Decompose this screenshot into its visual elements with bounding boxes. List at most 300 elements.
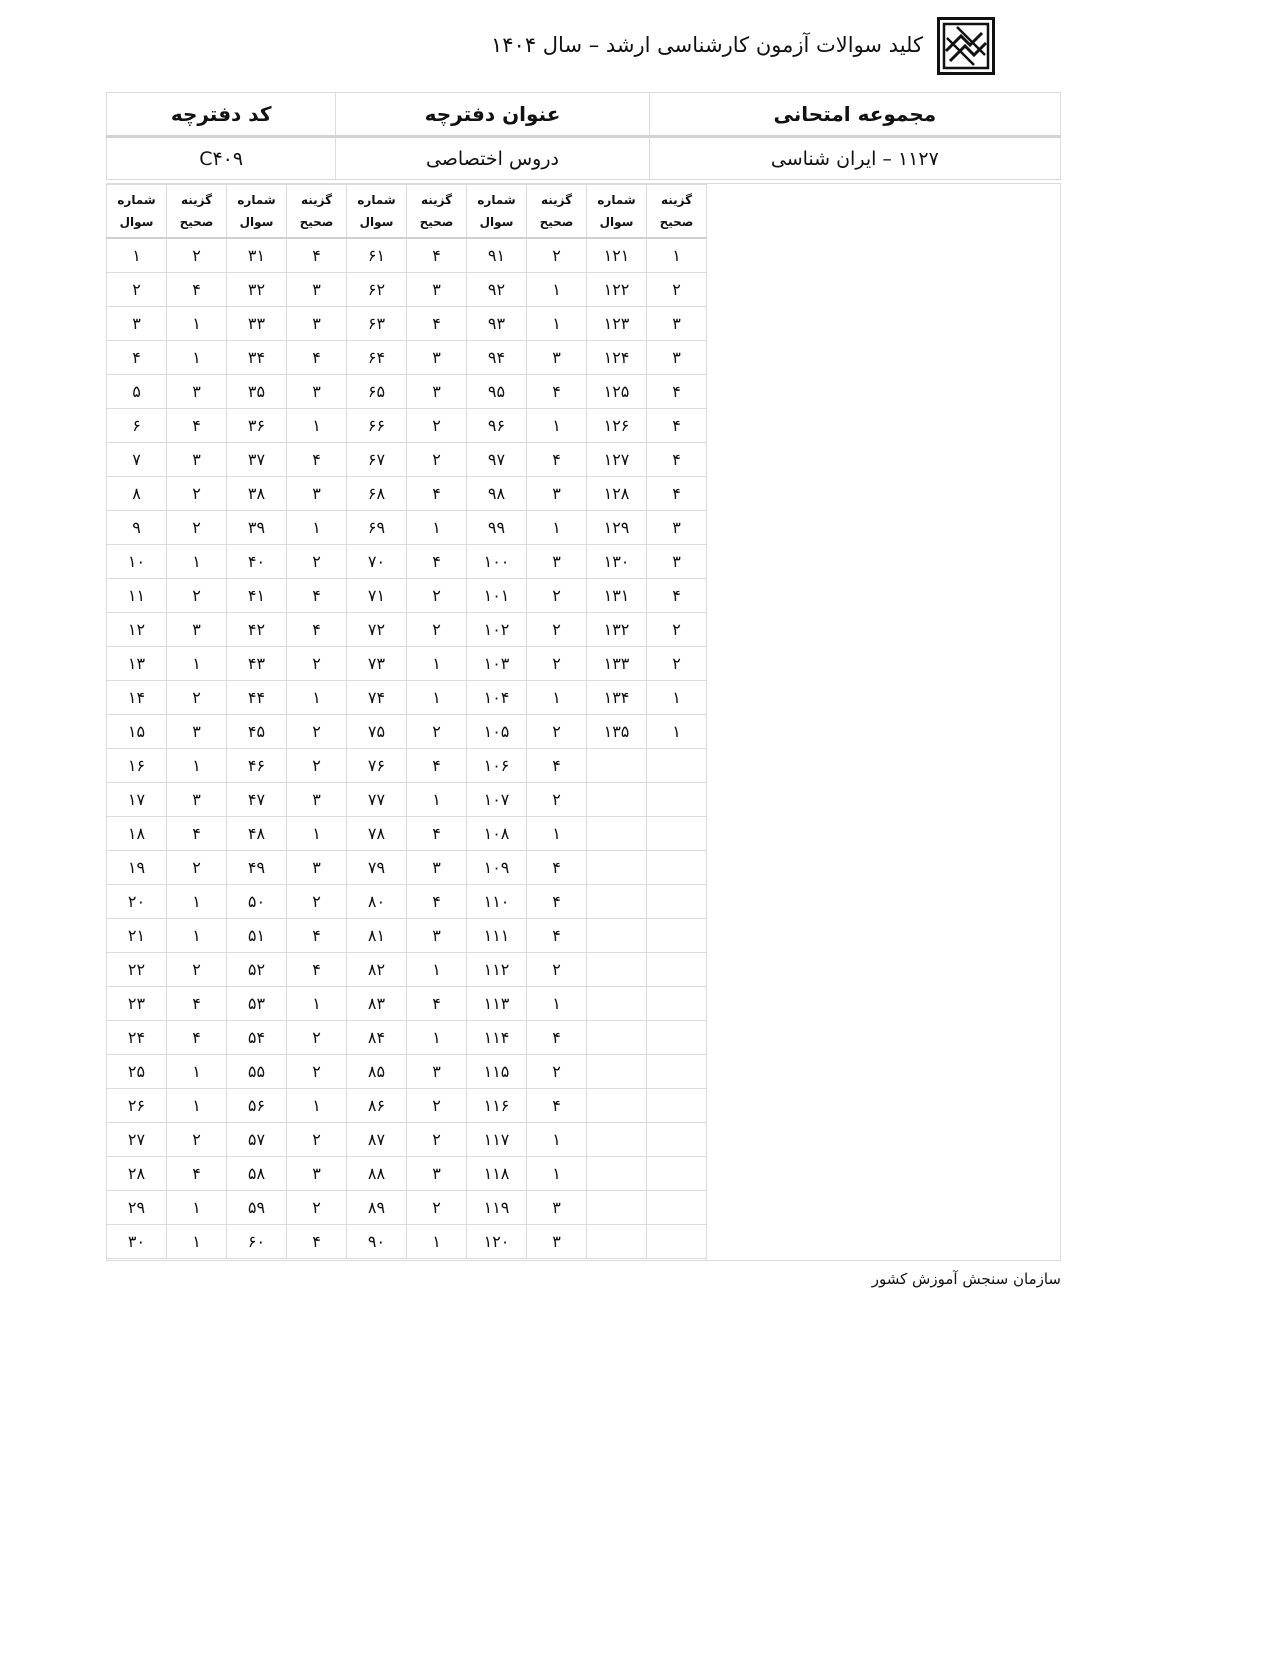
question-number-cell: ۴۸	[227, 817, 287, 851]
question-number-cell: ۲۰	[107, 885, 167, 919]
table-row	[107, 919, 707, 953]
table-row	[107, 341, 707, 375]
question-number-cell: ۴۳	[227, 647, 287, 681]
correct-answer-cell: ۲	[287, 1021, 347, 1055]
table-row	[107, 238, 707, 273]
correct-answer-cell: ۴	[287, 1225, 347, 1259]
correct-answer-cell: ۲	[527, 953, 587, 987]
question-number-cell: ۱۳۰	[587, 545, 647, 579]
correct-answer-cell: ۱	[287, 681, 347, 715]
question-number-cell: ۱۱۳	[467, 987, 527, 1021]
table-row	[107, 1191, 707, 1225]
question-number-cell: ۸۳	[347, 987, 407, 1021]
question-number-cell: ۱۱۲	[467, 953, 527, 987]
question-number-cell: ۱۷	[107, 783, 167, 817]
correct-answer-cell: ۴	[527, 885, 587, 919]
correct-answer-cell: ۲	[407, 715, 467, 749]
question-number-cell: ۱۱۶	[467, 1089, 527, 1123]
correct-answer-cell: ۳	[287, 783, 347, 817]
question-number-cell	[587, 1225, 647, 1259]
question-number-cell: ۶۴	[347, 341, 407, 375]
column-header-text: سوال	[479, 215, 514, 229]
column-header-text: سوال	[239, 215, 274, 229]
correct-answer-cell	[647, 1089, 707, 1123]
correct-answer-cell: ۴	[407, 749, 467, 783]
column-header-text: شماره	[477, 193, 516, 207]
question-number-cell: ۱۰۷	[467, 783, 527, 817]
question-number-cell: ۵۲	[227, 953, 287, 987]
question-number-cell: ۵۳	[227, 987, 287, 1021]
correct-answer-cell: ۳	[287, 375, 347, 409]
column-header-text: صحیح	[659, 215, 694, 229]
question-number-cell: ۳۹	[227, 511, 287, 545]
correct-answer-cell	[647, 987, 707, 1021]
column-header-answer	[407, 185, 467, 239]
correct-answer-cell: ۱	[167, 647, 227, 681]
correct-answer-cell: ۴	[167, 987, 227, 1021]
correct-answer-cell: ۴	[287, 443, 347, 477]
question-number-cell: ۷۴	[347, 681, 407, 715]
correct-answer-cell: ۱	[167, 1089, 227, 1123]
table-row	[107, 953, 707, 987]
question-number-cell: ۸۴	[347, 1021, 407, 1055]
question-number-cell	[587, 783, 647, 817]
question-number-cell: ۹۱	[467, 238, 527, 273]
table-row	[107, 1225, 707, 1259]
question-number-cell: ۱۲۳	[587, 307, 647, 341]
table-row	[107, 851, 707, 885]
correct-answer-cell: ۳	[167, 443, 227, 477]
question-number-cell: ۶۱	[347, 238, 407, 273]
question-number-cell: ۶۷	[347, 443, 407, 477]
correct-answer-cell: ۲	[407, 1089, 467, 1123]
question-number-cell: ۱۱۱	[467, 919, 527, 953]
question-number-cell: ۳۳	[227, 307, 287, 341]
correct-answer-cell: ۳	[647, 341, 707, 375]
question-number-cell: ۴۵	[227, 715, 287, 749]
question-number-cell: ۱۶	[107, 749, 167, 783]
correct-answer-cell: ۲	[167, 1123, 227, 1157]
question-number-cell: ۵۰	[227, 885, 287, 919]
correct-answer-cell: ۲	[287, 1055, 347, 1089]
question-number-cell: ۸۷	[347, 1123, 407, 1157]
correct-answer-cell: ۳	[407, 851, 467, 885]
table-row	[107, 1021, 707, 1055]
column-header-text: گزینه	[300, 193, 333, 207]
question-number-cell: ۹۴	[467, 341, 527, 375]
question-number-cell: ۱۲۶	[587, 409, 647, 443]
table-row	[107, 545, 707, 579]
question-number-cell: ۵۷	[227, 1123, 287, 1157]
booklet-title-value: دروس اختصاصی	[336, 137, 649, 180]
correct-answer-cell: ۳	[407, 341, 467, 375]
correct-answer-cell: ۱	[527, 1123, 587, 1157]
booklet-info-table	[106, 92, 1061, 180]
question-number-cell: ۱۳۳	[587, 647, 647, 681]
question-number-cell: ۲۷	[107, 1123, 167, 1157]
correct-answer-cell: ۴	[287, 579, 347, 613]
question-number-cell: ۶۲	[347, 273, 407, 307]
correct-answer-cell: ۱	[167, 341, 227, 375]
correct-answer-cell: ۲	[167, 953, 227, 987]
correct-answer-cell: ۴	[407, 307, 467, 341]
table-row	[107, 409, 707, 443]
question-number-cell: ۱۰	[107, 545, 167, 579]
page-title: کلید سوالات آزمون کارشناسی ارشد – سال ۱۴۰۴	[491, 33, 923, 57]
question-number-cell: ۷۷	[347, 783, 407, 817]
question-number-cell: ۷۱	[347, 579, 407, 613]
question-number-cell: ۱۱۹	[467, 1191, 527, 1225]
question-number-cell	[587, 1089, 647, 1123]
table-row	[107, 749, 707, 783]
sanjesh-logo-icon	[937, 17, 995, 75]
question-number-cell: ۱۱۴	[467, 1021, 527, 1055]
correct-answer-cell: ۳	[407, 919, 467, 953]
correct-answer-cell: ۱	[407, 1021, 467, 1055]
correct-answer-cell: ۳	[527, 545, 587, 579]
question-number-cell: ۲۹	[107, 1191, 167, 1225]
question-number-cell: ۱۲۹	[587, 511, 647, 545]
question-number-cell	[587, 885, 647, 919]
correct-answer-cell: ۲	[167, 511, 227, 545]
column-header-text: سوال	[119, 215, 154, 229]
correct-answer-cell: ۳	[407, 1055, 467, 1089]
question-number-cell: ۱۰۵	[467, 715, 527, 749]
correct-answer-cell: ۲	[167, 238, 227, 273]
correct-answer-cell: ۳	[527, 477, 587, 511]
correct-answer-cell: ۴	[167, 817, 227, 851]
question-number-cell: ۲	[107, 273, 167, 307]
correct-answer-cell	[647, 885, 707, 919]
correct-answer-cell: ۴	[287, 953, 347, 987]
correct-answer-cell: ۱	[407, 953, 467, 987]
column-header-question	[587, 185, 647, 239]
column-header-text: شماره	[597, 193, 636, 207]
correct-answer-cell: ۱	[527, 511, 587, 545]
question-number-cell: ۲۲	[107, 953, 167, 987]
question-number-cell: ۷۳	[347, 647, 407, 681]
correct-answer-cell: ۳	[647, 307, 707, 341]
booklet-code-value: C۴۰۹	[107, 137, 336, 180]
page-header	[470, 17, 995, 77]
correct-answer-cell: ۱	[407, 783, 467, 817]
correct-answer-cell: ۴	[167, 273, 227, 307]
column-header-text: شماره	[237, 193, 276, 207]
question-number-cell: ۱۲۸	[587, 477, 647, 511]
table-row	[107, 885, 707, 919]
question-number-cell: ۹۹	[467, 511, 527, 545]
organization-name: سازمان سنجش آموزش کشور	[871, 1270, 1061, 1288]
correct-answer-cell: ۱	[527, 273, 587, 307]
question-number-cell	[587, 987, 647, 1021]
correct-answer-cell: ۳	[287, 851, 347, 885]
table-row	[107, 511, 707, 545]
question-number-cell: ۶۵	[347, 375, 407, 409]
question-number-cell: ۳۱	[227, 238, 287, 273]
correct-answer-cell: ۲	[287, 545, 347, 579]
correct-answer-cell: ۱	[167, 1191, 227, 1225]
question-number-cell: ۱۲۵	[587, 375, 647, 409]
correct-answer-cell: ۳	[527, 1225, 587, 1259]
correct-answer-cell: ۴	[647, 477, 707, 511]
correct-answer-cell: ۴	[527, 919, 587, 953]
correct-answer-cell: ۴	[407, 545, 467, 579]
question-number-cell: ۸۸	[347, 1157, 407, 1191]
question-number-cell: ۷۵	[347, 715, 407, 749]
correct-answer-cell: ۳	[527, 1191, 587, 1225]
correct-answer-cell: ۱	[167, 307, 227, 341]
column-header-text: صحیح	[179, 215, 214, 229]
correct-answer-cell: ۳	[407, 375, 467, 409]
table-row	[107, 443, 707, 477]
correct-answer-cell: ۴	[527, 375, 587, 409]
question-number-cell	[587, 851, 647, 885]
correct-answer-cell	[647, 919, 707, 953]
question-number-cell: ۱۵	[107, 715, 167, 749]
correct-answer-cell: ۱	[407, 1225, 467, 1259]
question-number-cell: ۱۲۴	[587, 341, 647, 375]
question-number-cell: ۲۶	[107, 1089, 167, 1123]
question-number-cell: ۱۲	[107, 613, 167, 647]
question-number-cell: ۵۴	[227, 1021, 287, 1055]
table-row	[107, 647, 707, 681]
question-number-cell: ۵۱	[227, 919, 287, 953]
correct-answer-cell: ۱	[527, 681, 587, 715]
correct-answer-cell: ۱	[167, 749, 227, 783]
correct-answer-cell: ۱	[407, 647, 467, 681]
column-header-text: سوال	[359, 215, 394, 229]
correct-answer-cell: ۱	[287, 987, 347, 1021]
correct-answer-cell: ۴	[527, 1021, 587, 1055]
correct-answer-cell	[647, 817, 707, 851]
correct-answer-cell: ۴	[287, 919, 347, 953]
correct-answer-cell: ۳	[167, 783, 227, 817]
question-number-cell: ۳۲	[227, 273, 287, 307]
column-header-question	[107, 185, 167, 239]
correct-answer-cell: ۲	[527, 238, 587, 273]
correct-answer-cell: ۳	[287, 273, 347, 307]
correct-answer-cell: ۱	[287, 817, 347, 851]
correct-answer-cell: ۴	[527, 443, 587, 477]
correct-answer-cell: ۲	[527, 647, 587, 681]
correct-answer-cell: ۳	[287, 307, 347, 341]
correct-answer-cell: ۳	[167, 375, 227, 409]
column-header-text: سوال	[599, 215, 634, 229]
column-header-text: گزینه	[420, 193, 453, 207]
question-number-cell: ۱۱	[107, 579, 167, 613]
question-number-cell: ۱۹	[107, 851, 167, 885]
question-number-cell: ۱۲۲	[587, 273, 647, 307]
question-number-cell: ۶۳	[347, 307, 407, 341]
question-number-cell	[587, 1157, 647, 1191]
question-number-cell: ۷۶	[347, 749, 407, 783]
correct-answer-cell: ۲	[287, 885, 347, 919]
correct-answer-cell: ۳	[647, 545, 707, 579]
question-number-cell: ۸۲	[347, 953, 407, 987]
correct-answer-cell: ۲	[287, 715, 347, 749]
correct-answer-cell: ۲	[167, 579, 227, 613]
correct-answer-cell: ۲	[167, 477, 227, 511]
question-number-cell: ۴	[107, 341, 167, 375]
correct-answer-cell: ۴	[407, 817, 467, 851]
correct-answer-cell: ۲	[647, 613, 707, 647]
correct-answer-cell	[647, 1191, 707, 1225]
question-number-cell: ۸۰	[347, 885, 407, 919]
question-number-cell: ۶	[107, 409, 167, 443]
correct-answer-cell: ۲	[527, 1055, 587, 1089]
question-number-cell: ۸۹	[347, 1191, 407, 1225]
question-number-cell: ۱۰۹	[467, 851, 527, 885]
table-row	[107, 1089, 707, 1123]
correct-answer-cell: ۲	[287, 647, 347, 681]
correct-answer-cell: ۱	[167, 885, 227, 919]
question-number-cell: ۴۶	[227, 749, 287, 783]
question-number-cell: ۱۱۷	[467, 1123, 527, 1157]
correct-answer-cell: ۱	[527, 307, 587, 341]
table-row	[107, 579, 707, 613]
table-row	[107, 477, 707, 511]
question-number-cell: ۹۵	[467, 375, 527, 409]
column-header-answer	[647, 185, 707, 239]
correct-answer-cell: ۲	[287, 749, 347, 783]
correct-answer-cell: ۴	[647, 579, 707, 613]
question-number-cell: ۴۴	[227, 681, 287, 715]
question-number-cell: ۱۰۳	[467, 647, 527, 681]
question-number-cell: ۷	[107, 443, 167, 477]
question-number-cell: ۳۶	[227, 409, 287, 443]
correct-answer-cell	[647, 953, 707, 987]
correct-answer-cell: ۴	[287, 341, 347, 375]
question-number-cell: ۱۱۰	[467, 885, 527, 919]
question-number-cell: ۳۷	[227, 443, 287, 477]
column-header-text: صحیح	[299, 215, 334, 229]
correct-answer-cell: ۲	[527, 783, 587, 817]
correct-answer-cell	[647, 749, 707, 783]
question-number-cell	[587, 1055, 647, 1089]
question-number-cell: ۱۰۰	[467, 545, 527, 579]
question-number-cell: ۸۱	[347, 919, 407, 953]
correct-answer-cell	[647, 783, 707, 817]
question-number-cell: ۱۰۴	[467, 681, 527, 715]
question-number-cell: ۱۲۷	[587, 443, 647, 477]
question-number-cell: ۲۱	[107, 919, 167, 953]
correct-answer-cell: ۱	[407, 681, 467, 715]
question-number-cell: ۱۰۲	[467, 613, 527, 647]
column-header-text: صحیح	[419, 215, 454, 229]
correct-answer-cell: ۴	[647, 443, 707, 477]
correct-answer-cell: ۱	[647, 715, 707, 749]
question-number-cell: ۱۴	[107, 681, 167, 715]
question-number-cell	[587, 817, 647, 851]
question-number-cell	[587, 919, 647, 953]
question-number-cell: ۲۸	[107, 1157, 167, 1191]
question-number-cell: ۹۸	[467, 477, 527, 511]
question-number-cell: ۹۶	[467, 409, 527, 443]
question-number-cell: ۳۵	[227, 375, 287, 409]
correct-answer-cell: ۴	[287, 238, 347, 273]
question-number-cell: ۱	[107, 238, 167, 273]
table-row	[107, 681, 707, 715]
correct-answer-cell: ۲	[407, 1191, 467, 1225]
question-number-cell: ۹۰	[347, 1225, 407, 1259]
correct-answer-cell: ۲	[407, 409, 467, 443]
correct-answer-cell: ۴	[407, 477, 467, 511]
correct-answer-cell	[647, 1021, 707, 1055]
correct-answer-cell: ۴	[167, 1157, 227, 1191]
correct-answer-cell	[647, 1157, 707, 1191]
table-row	[107, 1123, 707, 1157]
correct-answer-cell: ۱	[167, 1225, 227, 1259]
correct-answer-cell: ۱	[287, 1089, 347, 1123]
question-number-cell	[587, 1123, 647, 1157]
question-number-cell	[587, 1191, 647, 1225]
question-number-cell: ۶۸	[347, 477, 407, 511]
question-number-cell: ۷۸	[347, 817, 407, 851]
correct-answer-cell: ۲	[527, 579, 587, 613]
exam-group-header: مجموعه امتحانی	[649, 93, 1060, 137]
question-number-cell: ۸۵	[347, 1055, 407, 1089]
question-number-cell: ۱۰۶	[467, 749, 527, 783]
column-header-answer	[287, 185, 347, 239]
correct-answer-cell: ۱	[407, 511, 467, 545]
correct-answer-cell: ۳	[407, 273, 467, 307]
correct-answer-cell: ۱	[167, 919, 227, 953]
question-number-cell: ۷۹	[347, 851, 407, 885]
question-number-cell: ۱۳۴	[587, 681, 647, 715]
column-header-question	[467, 185, 527, 239]
correct-answer-cell: ۲	[647, 273, 707, 307]
table-row	[107, 375, 707, 409]
question-number-cell: ۹۲	[467, 273, 527, 307]
question-number-cell: ۴۷	[227, 783, 287, 817]
question-number-cell: ۶۶	[347, 409, 407, 443]
correct-answer-cell: ۱	[527, 409, 587, 443]
question-number-cell: ۵	[107, 375, 167, 409]
question-number-cell: ۸۶	[347, 1089, 407, 1123]
correct-answer-cell: ۱	[167, 545, 227, 579]
correct-answer-cell: ۴	[287, 613, 347, 647]
correct-answer-cell	[647, 1123, 707, 1157]
question-number-cell: ۳۸	[227, 477, 287, 511]
question-number-cell: ۱۲۱	[587, 238, 647, 273]
correct-answer-cell: ۱	[287, 511, 347, 545]
correct-answer-cell: ۳	[287, 477, 347, 511]
question-number-cell: ۳۴	[227, 341, 287, 375]
correct-answer-cell: ۱	[167, 1055, 227, 1089]
correct-answer-cell: ۲	[527, 613, 587, 647]
correct-answer-cell: ۴	[527, 749, 587, 783]
question-number-cell: ۷۰	[347, 545, 407, 579]
correct-answer-cell: ۴	[407, 987, 467, 1021]
correct-answer-cell: ۴	[527, 1089, 587, 1123]
correct-answer-cell: ۳	[167, 715, 227, 749]
column-header-text: صحیح	[539, 215, 574, 229]
column-header-text: شماره	[357, 193, 396, 207]
question-number-cell: ۵۸	[227, 1157, 287, 1191]
column-header-question	[227, 185, 287, 239]
question-number-cell: ۱۰۱	[467, 579, 527, 613]
correct-answer-cell: ۲	[407, 443, 467, 477]
question-number-cell: ۱۳	[107, 647, 167, 681]
column-header-question	[347, 185, 407, 239]
question-number-cell	[587, 1021, 647, 1055]
correct-answer-cell: ۲	[287, 1123, 347, 1157]
question-number-cell: ۴۲	[227, 613, 287, 647]
correct-answer-cell: ۲	[167, 851, 227, 885]
question-number-cell: ۸	[107, 477, 167, 511]
column-header-answer	[167, 185, 227, 239]
question-number-cell: ۱۳۵	[587, 715, 647, 749]
